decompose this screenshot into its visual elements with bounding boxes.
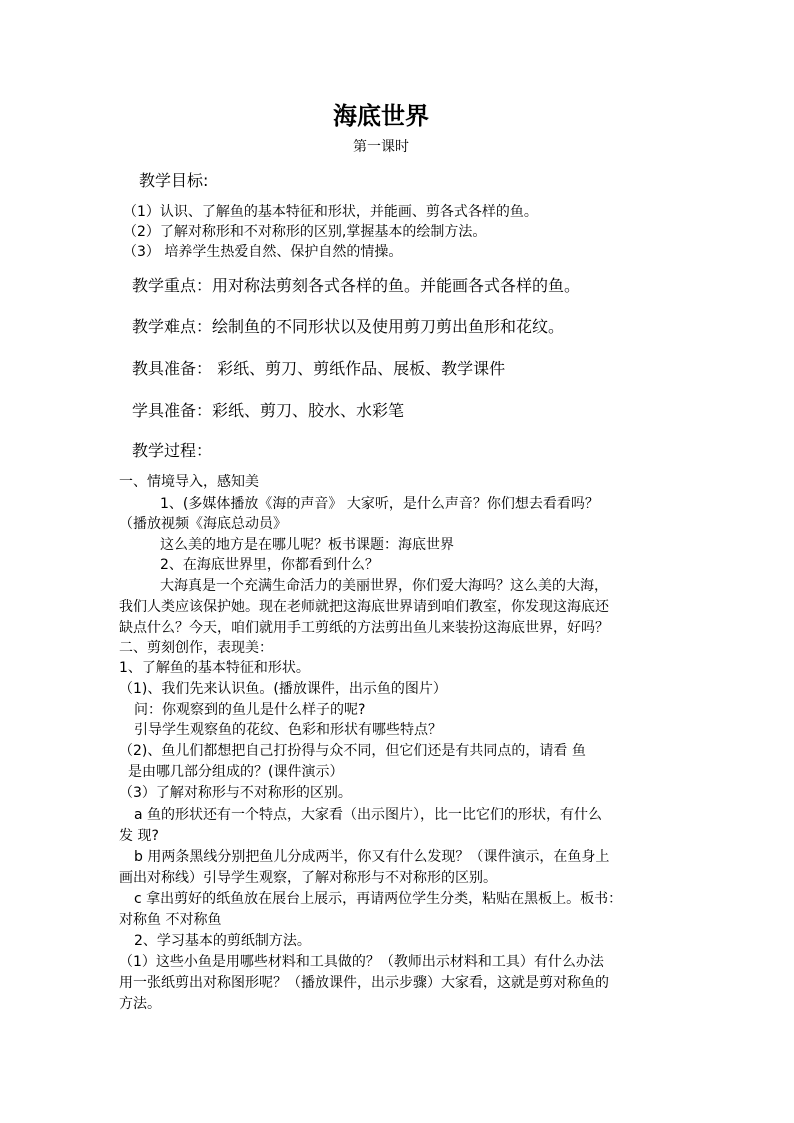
goal-item: （3） 培养学生热爱自然、保护自然的情操。 (123, 244, 403, 260)
paragraph-line: 1、了解鱼的基本特征和形状。 (119, 660, 310, 676)
paragraph-line: 用一张纸剪出对称图形呢？（播放课件，出示步骤）大家看，这就是剪对称鱼的 (119, 975, 609, 991)
section-heading: 二、剪刻创作，表现美： (119, 640, 273, 656)
paragraph-line: （3）了解对称形与不对称形的区别。 (119, 785, 352, 801)
paragraph-line: 发 现? (119, 828, 159, 844)
paragraph-line: 对称鱼 不对称鱼 (119, 912, 222, 928)
paragraph-line: 缺点什么？今天，咱们就用手工剪纸的方法剪出鱼儿来装扮这海底世界，好吗？ (119, 620, 609, 636)
paragraph-line: 引导学生观察鱼的花纹、色彩和形状有哪些特点？ (134, 722, 442, 738)
student-tools: 学具准备：彩纸、剪刀、胶水、水彩笔 (132, 401, 405, 420)
paragraph-line: a 鱼的形状还有一个特点，大家看（出示图片），比一比它们的形状，有什么 (134, 807, 603, 823)
paragraph-line: 问：你观察到的鱼儿是什么样子的呢? (134, 702, 366, 718)
goal-item: （2）了解对称形和不对称形的区别,掌握基本的绘制方法。 (123, 224, 487, 240)
document-title: 海底世界 (333, 101, 429, 130)
section-heading: 一、情境导入，感知美 (119, 474, 259, 490)
teacher-tools: 教具准备： 彩纸、剪刀、剪纸作品、展板、教学课件 (132, 359, 506, 378)
paragraph-line: （播放视频《海底总动员》 (119, 516, 287, 532)
paragraph-line: b 用两条黑线分别把鱼儿分成两半，你又有什么发现？（课件演示，在鱼身上 (134, 849, 610, 865)
process-heading: 教学过程： (132, 441, 213, 460)
document-subtitle: 第一课时 (353, 139, 409, 155)
difficulty: 教学难点：绘制鱼的不同形状以及使用剪刀剪出鱼形和花纹。 (132, 317, 565, 336)
goal-item: （1）认识、了解鱼的基本特征和形状，并能画、剪各式各样的鱼。 (123, 204, 538, 220)
section-heading: 2、学习基本的剪纸制方法。 (134, 933, 311, 949)
paragraph-line: （1)、我们先来认识鱼。(播放课件，出示鱼的图片） (119, 681, 447, 697)
paragraph-line: c 拿出剪好的纸鱼放在展台上展示，再请两位学生分类，粘贴在黑板上。板书： (134, 891, 623, 907)
paragraph-line: 方法。 (119, 996, 161, 1012)
goals-heading: 教学目标: (139, 171, 209, 190)
paragraph-line: 2、在海底世界里，你都看到什么？ (160, 557, 379, 573)
paragraph-line: 1、(多媒体播放《海的声音》 大家听，是什么声音？你们想去看看吗？ (160, 496, 599, 512)
paragraph-line: 是由哪几部分组成的？(课件演示） (128, 764, 344, 780)
paragraph-line: （2)、鱼儿们都想把自己打扮得与众不同，但它们还是有共同点的，请看 鱼 (119, 743, 586, 759)
paragraph-line: 我们人类应该保护她。现在老师就把这海底世界请到咱们教室，你发现这海底还 (119, 599, 609, 615)
paragraph-line: （1）这些小鱼是用哪些材料和工具做的？（教师出示材料和工具）有什么办法 (119, 954, 604, 970)
key-point: 教学重点：用对称法剪刻各式各样的鱼。并能画各式各样的鱼。 (132, 276, 581, 295)
paragraph-line: 画出对称线）引导学生观察，了解对称形与不对称形的区别。 (119, 870, 497, 886)
paragraph-line: 这么美的地方是在哪儿呢？板书课题：海底世界 (160, 537, 454, 553)
paragraph-line: 大海真是一个充满生命活力的美丽世界，你们爱大海吗？这么美的大海， (160, 578, 608, 594)
